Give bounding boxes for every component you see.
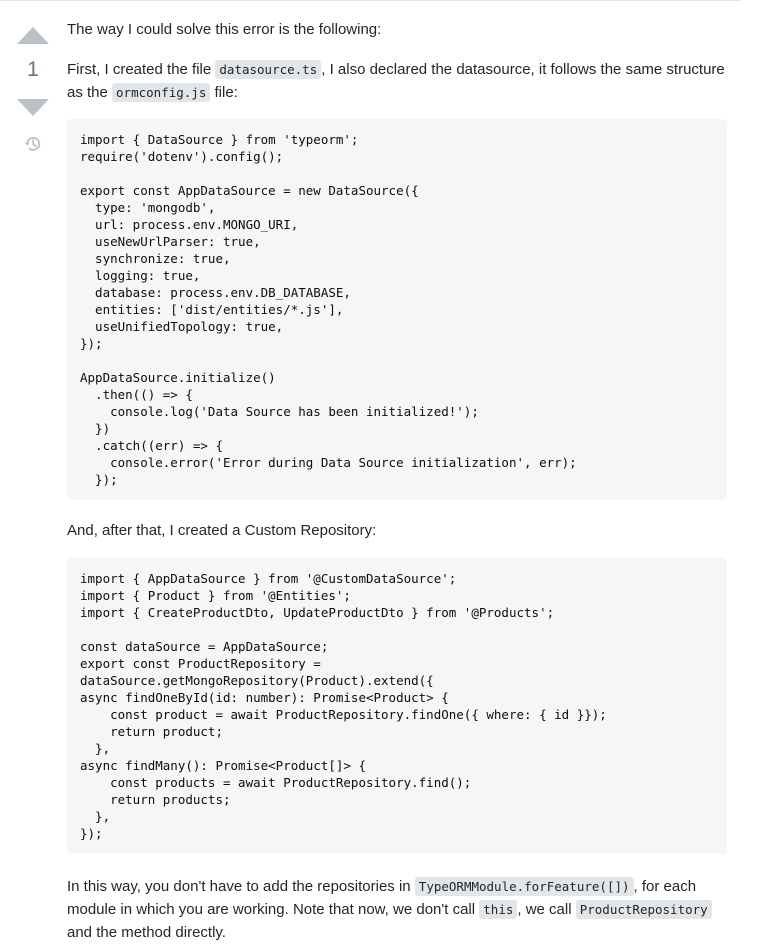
conclusion-paragraph xyxy=(67,875,727,944)
downvote-button[interactable] xyxy=(17,99,49,116)
paragraph-text: First, I created the file xyxy=(67,61,216,78)
inline-code-datasource-ts: datasource.ts xyxy=(215,60,321,79)
history-icon[interactable] xyxy=(23,134,43,154)
top-divider xyxy=(0,0,741,1)
paragraph-text: , I also declared the datasource, it follows the same structure as the xyxy=(67,61,725,101)
paragraph-text: and the method directly. xyxy=(67,924,226,941)
inline-code-product-repository: ProductRepository xyxy=(576,900,712,919)
upvote-button[interactable] xyxy=(17,27,49,44)
vote-count: 1 xyxy=(27,58,39,81)
inline-code-this: this xyxy=(479,900,517,919)
paragraph-text: file: xyxy=(210,84,238,101)
paragraph-text: , we call xyxy=(517,901,576,918)
repository-paragraph: And, after that, I created a Custom Repository: xyxy=(67,522,377,539)
inline-code-ormconfig-js: ormconfig.js xyxy=(112,83,210,102)
datasource-paragraph xyxy=(67,58,727,104)
intro-paragraph: The way I could solve this error is the following: xyxy=(67,21,382,38)
inline-code-typeorm-module: TypeORMModule.forFeature([]) xyxy=(415,877,634,896)
paragraph-text: In this way, you don't have to add the repositories in xyxy=(67,878,415,895)
paragraph-text: , for each module in which you are working. Note that now, we don't call xyxy=(67,878,697,918)
code-block-repository: import { AppDataSource } from '@CustomDataSource'; import { Product } from '@Entities'; import { CreateProductDto, UpdateProductDto } from '@Products'; const dataSource = AppDataSource; export const ProductRepository = dataSource.getMongoRepository(Product).extend({ async findOneById(id: number): Promise<Product> { const product = await ProductRepository.findOne({ where: { id }}); return product; }, async findMany(): Promise<Product[]> { const products = await ProductRepository.find(); return products; }, }); xyxy=(67,558,727,854)
code-block-datasource: import { DataSource } from 'typeorm'; require('dotenv').config(); export const AppDataSource = new DataSource({ type: 'mongodb', url: process.env.MONGO_URI, useNewUrlParser: true, synchronize: true, logging: true, database: process.env.DB_DATABASE, entities: ['dist/entities/*.js'], useUnifiedTopology: true, }); AppDataSource.initialize() .then(() => { console.log('Data Source has been initialized!'); }) .catch((err) => { console.error('Error during Data Source initialization', err); }); xyxy=(67,119,727,500)
